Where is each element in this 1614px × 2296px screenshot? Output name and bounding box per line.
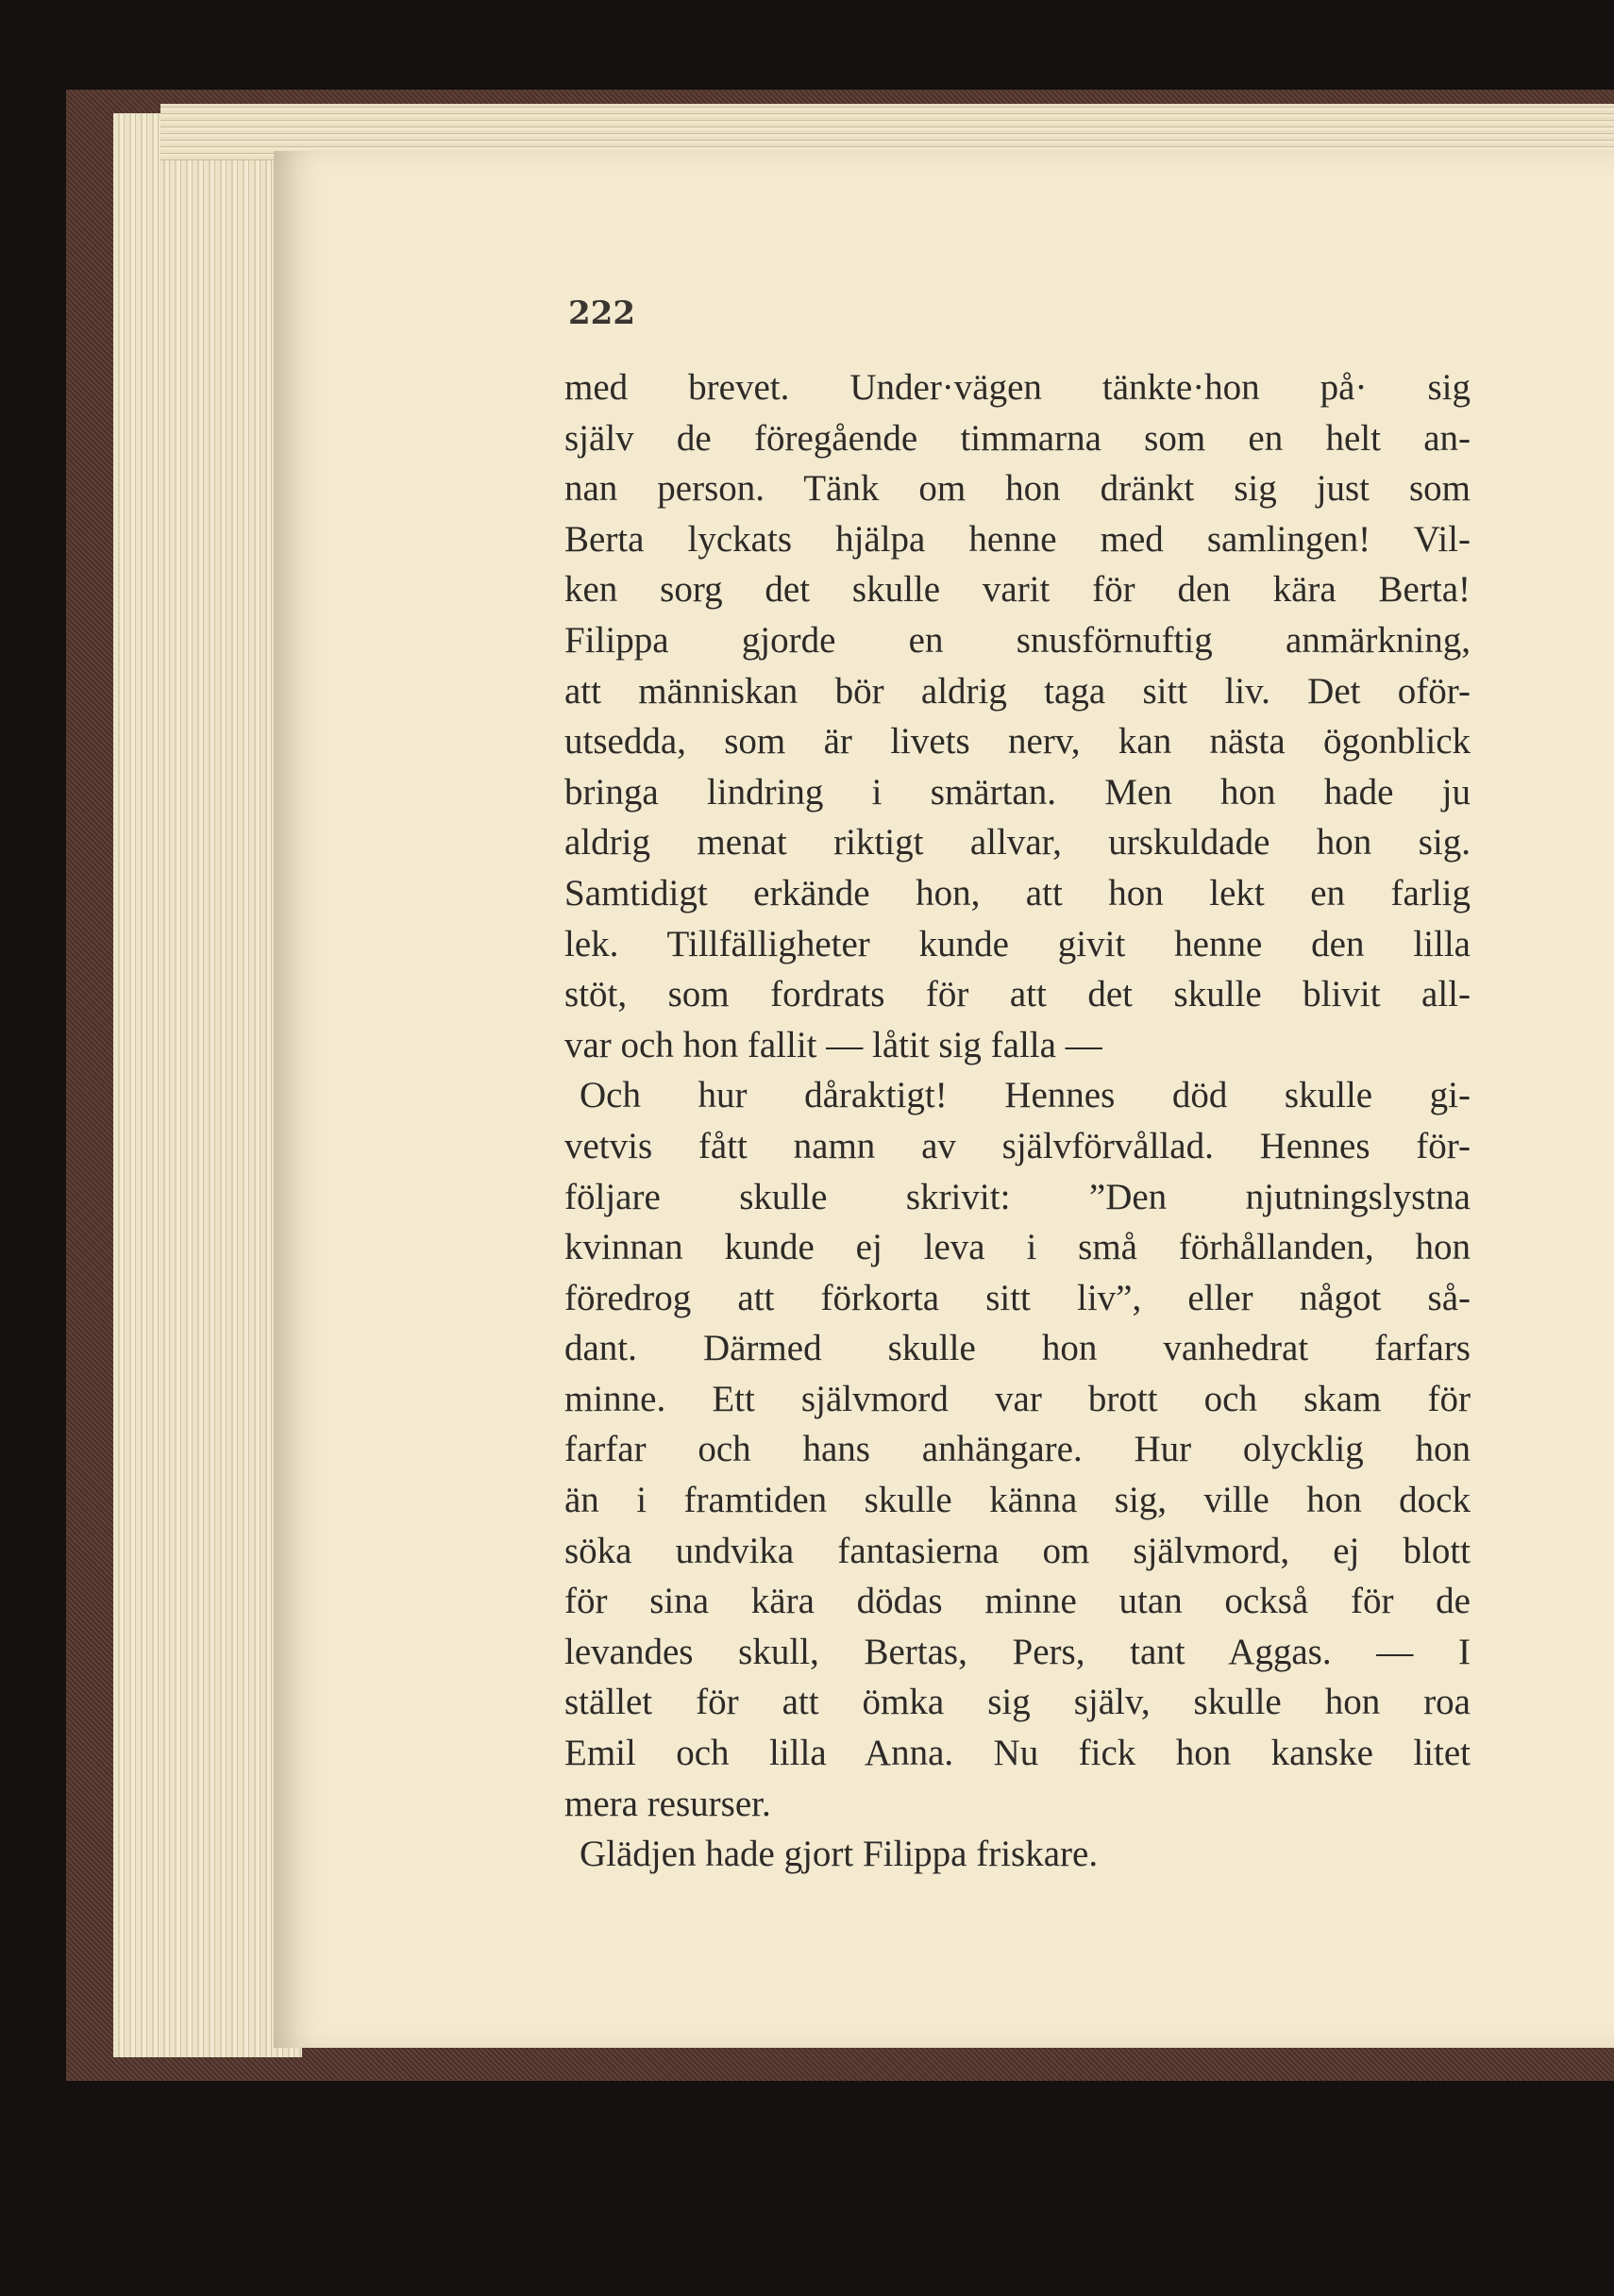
text-line: söka undvika fantasierna om självmord, ej blott [564,1530,1471,1571]
text-line: Och hur dåraktigt! Hennes död skulle gi- [580,1075,1471,1116]
text-line: att människan bör aldrig taga sitt liv. Det oför- [564,670,1471,712]
text-line: föredrog att förkorta sitt liv”, eller något så- [564,1277,1471,1318]
text-line: dant. Därmed skulle hon vanhedrat farfars [564,1328,1471,1369]
text-line: följare skulle skrivit: ”Den njutningslystna [564,1176,1471,1217]
text-line: själv de föregående timmarna som en helt an- [564,417,1471,459]
page-number: 222 [568,294,635,332]
text-line: farfar och hans anhängare. Hur olycklig hon [564,1429,1471,1470]
text-line: Emil och lilla Anna. Nu fick hon kanske litet [564,1733,1471,1774]
text-line: Glädjen hade gjort Filippa friskare. [580,1834,1099,1875]
text-line: levandes skull, Bertas, Pers, tant Aggas. — I [564,1631,1471,1672]
body-text [564,362,1471,1880]
text-line: nan person. Tänk om hon dränkt sig just som [564,468,1471,510]
text-line: ken sorg det skulle varit för den kära Berta! [564,569,1471,611]
text-line: för sina kära dödas minne utan också för de [564,1581,1471,1622]
text-line: aldrig menat riktigt allvar, urskuldade hon sig. [564,822,1471,863]
text-line: lek. Tillfälligheter kunde givit henne den lilla [564,923,1471,964]
text-line: var och hon fallit — låtit sig falla — [564,1024,1102,1065]
text-line: med brevet. Under·vägen tänkte·hon på· sig [564,367,1471,408]
text-line: Berta lyckats hjälpa henne med samlingen! Vil- [564,518,1471,560]
text-line: utsedda, som är livets nerv, kan nästa ögonblick [564,721,1471,763]
text-line: kvinnan kunde ej leva i små förhållanden, hon [564,1227,1471,1268]
text-line: Samtidigt erkände hon, att hon lekt en farlig [564,872,1471,913]
text-line: stöt, som fordrats för att det skulle blivit all- [564,974,1471,1015]
text-line: mera resurser. [564,1783,771,1824]
text-line: vetvis fått namn av självförvållad. Hennes för- [564,1125,1471,1166]
text-line: Filippa gjorde en snusförnuftig anmärkning, [564,619,1471,661]
text-line: bringa lindring i smärtan. Men hon hade ju [564,771,1471,813]
text-line: minne. Ett självmord var brott och skam för [564,1378,1471,1419]
text-line: stället för att ömka sig själv, skulle hon roa [564,1682,1471,1723]
text-line: än i framtiden skulle känna sig, ville hon dock [564,1480,1471,1521]
